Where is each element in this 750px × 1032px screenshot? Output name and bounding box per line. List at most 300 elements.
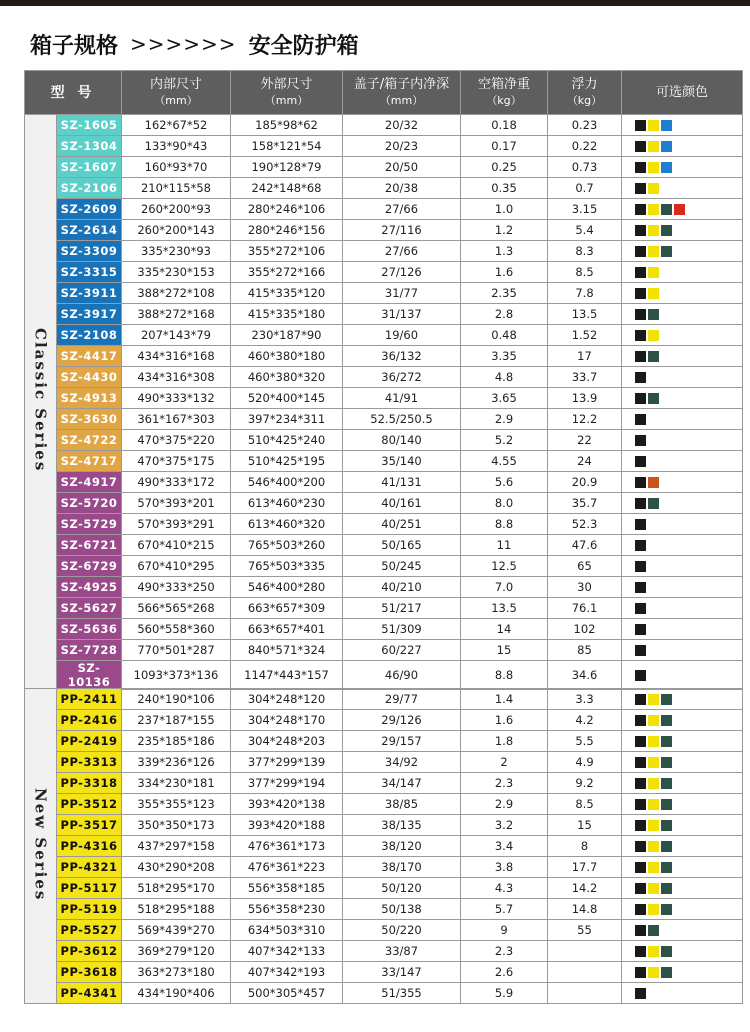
cell-weight: 8.8 <box>461 514 548 535</box>
table-row <box>25 304 743 325</box>
table-row <box>25 136 743 157</box>
color-options <box>622 878 743 899</box>
cell-inner: 388*272*168 <box>122 304 231 325</box>
cell-buoy: 52.3 <box>548 514 622 535</box>
table-row <box>25 689 743 710</box>
cell-inner: 490*333*172 <box>122 472 231 493</box>
model-code: PP-2416 <box>57 710 122 731</box>
cell-inner: 437*297*158 <box>122 836 231 857</box>
cell-inner: 160*93*70 <box>122 157 231 178</box>
color-swatch <box>635 519 646 530</box>
cell-inner: 518*295*188 <box>122 899 231 920</box>
cell-outer: 304*248*170 <box>231 710 343 731</box>
table-row <box>25 962 743 983</box>
cell-buoy: 4.2 <box>548 710 622 731</box>
cell-buoy: 0.73 <box>548 157 622 178</box>
color-options <box>622 731 743 752</box>
model-code: SZ-5729 <box>57 514 122 535</box>
cell-outer: 476*361*223 <box>231 857 343 878</box>
model-code: SZ-6721 <box>57 535 122 556</box>
color-swatch <box>635 246 646 257</box>
table-row <box>25 556 743 577</box>
color-swatch <box>648 946 659 957</box>
color-swatch <box>648 246 659 257</box>
color-swatch <box>635 393 646 404</box>
cell-inner: 260*200*143 <box>122 220 231 241</box>
color-options <box>622 941 743 962</box>
cell-buoy <box>548 941 622 962</box>
table-row <box>25 115 743 136</box>
cell-weight: 12.5 <box>461 556 548 577</box>
model-code: SZ-1304 <box>57 136 122 157</box>
cell-inner: 363*273*180 <box>122 962 231 983</box>
color-swatch <box>635 624 646 635</box>
cell-inner: 670*410*215 <box>122 535 231 556</box>
table-row <box>25 409 743 430</box>
table-row <box>25 367 743 388</box>
title-main: 箱子规格 <box>30 33 119 59</box>
color-swatch <box>635 946 646 957</box>
color-swatch <box>648 267 659 278</box>
cell-buoy: 33.7 <box>548 367 622 388</box>
cell-buoy: 1.52 <box>548 325 622 346</box>
cell-weight: 1.3 <box>461 241 548 262</box>
table-row <box>25 199 743 220</box>
cell-depth: 38/85 <box>343 794 461 815</box>
color-options <box>622 983 743 1004</box>
model-code: SZ-3309 <box>57 241 122 262</box>
cell-outer: 393*420*138 <box>231 794 343 815</box>
color-options <box>622 409 743 430</box>
cell-weight: 5.6 <box>461 472 548 493</box>
cell-outer: 304*248*203 <box>231 731 343 752</box>
cell-outer: 1147*443*157 <box>231 661 343 690</box>
cell-depth: 31/137 <box>343 304 461 325</box>
cell-depth: 38/135 <box>343 815 461 836</box>
color-options <box>622 899 743 920</box>
color-swatch <box>635 757 646 768</box>
model-code: PP-4341 <box>57 983 122 1004</box>
cell-depth: 60/227 <box>343 640 461 661</box>
table-row <box>25 514 743 535</box>
cell-depth: 27/66 <box>343 241 461 262</box>
color-swatch <box>648 904 659 915</box>
color-swatch <box>661 736 672 747</box>
cell-weight: 2.35 <box>461 283 548 304</box>
cell-depth: 20/32 <box>343 115 461 136</box>
model-code: PP-4316 <box>57 836 122 857</box>
model-code: SZ-5627 <box>57 598 122 619</box>
color-swatch <box>661 225 672 236</box>
cell-outer: 377*299*139 <box>231 752 343 773</box>
color-options <box>622 857 743 878</box>
header-colors: 可选颜色 <box>622 71 743 115</box>
cell-outer: 397*234*311 <box>231 409 343 430</box>
cell-weight: 4.3 <box>461 878 548 899</box>
model-code: PP-3318 <box>57 773 122 794</box>
color-swatch <box>661 820 672 831</box>
cell-outer: 393*420*188 <box>231 815 343 836</box>
cell-inner: 518*295*170 <box>122 878 231 899</box>
color-swatch <box>661 799 672 810</box>
cell-outer: 190*128*79 <box>231 157 343 178</box>
color-options <box>622 388 743 409</box>
color-options <box>622 640 743 661</box>
color-options <box>622 598 743 619</box>
cell-inner: 335*230*93 <box>122 241 231 262</box>
cell-weight: 5.7 <box>461 899 548 920</box>
title-separator: >>>>>> <box>130 32 237 56</box>
cell-weight: 1.4 <box>461 689 548 710</box>
cell-inner: 490*333*132 <box>122 388 231 409</box>
new-series-table <box>24 688 743 1004</box>
cell-inner: 570*393*291 <box>122 514 231 535</box>
color-options <box>622 535 743 556</box>
table-row <box>25 899 743 920</box>
model-code: PP-3517 <box>57 815 122 836</box>
cell-outer: 355*272*106 <box>231 241 343 262</box>
cell-outer: 476*361*173 <box>231 836 343 857</box>
cell-buoy: 7.8 <box>548 283 622 304</box>
cell-outer: 510*425*240 <box>231 430 343 451</box>
color-swatch <box>648 120 659 131</box>
model-code: SZ-3917 <box>57 304 122 325</box>
cell-outer: 520*400*145 <box>231 388 343 409</box>
cell-weight: 2.6 <box>461 962 548 983</box>
cell-depth: 27/66 <box>343 199 461 220</box>
color-options <box>622 836 743 857</box>
cell-weight: 2 <box>461 752 548 773</box>
cell-buoy: 34.6 <box>548 661 622 690</box>
color-swatch <box>661 246 672 257</box>
cell-weight: 2.9 <box>461 794 548 815</box>
model-code: PP-4321 <box>57 857 122 878</box>
color-options <box>622 472 743 493</box>
color-swatch <box>635 435 646 446</box>
color-swatch <box>635 498 646 509</box>
model-code: SZ-4722 <box>57 430 122 451</box>
model-code: SZ-5636 <box>57 619 122 640</box>
color-swatch <box>635 862 646 873</box>
color-options <box>622 710 743 731</box>
page-title <box>30 28 359 60</box>
cell-inner: 470*375*220 <box>122 430 231 451</box>
new-series-label-cell <box>25 689 57 1004</box>
cell-depth: 51/355 <box>343 983 461 1004</box>
color-swatch <box>648 183 659 194</box>
color-swatch <box>635 162 646 173</box>
cell-depth: 50/138 <box>343 899 461 920</box>
model-code: PP-3612 <box>57 941 122 962</box>
header-depth: 盖子/箱子内净深 （mm） <box>343 71 461 115</box>
cell-depth: 36/132 <box>343 346 461 367</box>
table-row <box>25 731 743 752</box>
color-swatch <box>635 183 646 194</box>
cell-buoy: 85 <box>548 640 622 661</box>
color-swatch <box>635 561 646 572</box>
color-swatch <box>648 841 659 852</box>
cell-outer: 556*358*230 <box>231 899 343 920</box>
color-options <box>622 199 743 220</box>
table-row <box>25 535 743 556</box>
cell-buoy: 24 <box>548 451 622 472</box>
model-code: SZ-1607 <box>57 157 122 178</box>
color-options <box>622 962 743 983</box>
cell-weight: 2.3 <box>461 941 548 962</box>
cell-outer: 510*425*195 <box>231 451 343 472</box>
color-swatch <box>635 904 646 915</box>
cell-inner: 235*185*186 <box>122 731 231 752</box>
cell-weight: 1.8 <box>461 731 548 752</box>
color-swatch <box>635 456 646 467</box>
color-swatch <box>635 351 646 362</box>
color-options <box>622 773 743 794</box>
color-options <box>622 367 743 388</box>
color-swatch <box>661 694 672 705</box>
color-swatch <box>635 309 646 320</box>
cell-buoy: 0.22 <box>548 136 622 157</box>
cell-outer: 546*400*200 <box>231 472 343 493</box>
color-swatch <box>648 351 659 362</box>
color-swatch <box>635 736 646 747</box>
cell-buoy: 76.1 <box>548 598 622 619</box>
table-row <box>25 752 743 773</box>
table-row <box>25 640 743 661</box>
color-swatch <box>635 883 646 894</box>
color-options <box>622 241 743 262</box>
cell-inner: 355*355*123 <box>122 794 231 815</box>
cell-inner: 569*439*270 <box>122 920 231 941</box>
cell-inner: 335*230*153 <box>122 262 231 283</box>
table-row <box>25 836 743 857</box>
table-row <box>25 598 743 619</box>
cell-buoy: 8.3 <box>548 241 622 262</box>
cell-weight: 13.5 <box>461 598 548 619</box>
color-swatch <box>661 883 672 894</box>
model-code: SZ-1605 <box>57 115 122 136</box>
header-buoyancy: 浮力 （kg） <box>548 71 622 115</box>
cell-buoy: 3.15 <box>548 199 622 220</box>
color-swatch <box>648 225 659 236</box>
cell-outer: 663*657*401 <box>231 619 343 640</box>
color-swatch <box>648 393 659 404</box>
color-options <box>622 430 743 451</box>
color-swatch <box>635 778 646 789</box>
table-row <box>25 241 743 262</box>
cell-weight: 1.6 <box>461 262 548 283</box>
cell-outer: 840*571*324 <box>231 640 343 661</box>
model-code: PP-5117 <box>57 878 122 899</box>
color-swatch <box>635 799 646 810</box>
model-code: SZ-6729 <box>57 556 122 577</box>
model-code: SZ-3315 <box>57 262 122 283</box>
color-swatch <box>635 582 646 593</box>
cell-inner: 430*290*208 <box>122 857 231 878</box>
cell-depth: 51/217 <box>343 598 461 619</box>
cell-outer: 355*272*166 <box>231 262 343 283</box>
cell-weight: 3.65 <box>461 388 548 409</box>
cell-weight: 3.2 <box>461 815 548 836</box>
color-options <box>622 794 743 815</box>
cell-inner: 240*190*106 <box>122 689 231 710</box>
table-row <box>25 220 743 241</box>
color-swatch <box>635 841 646 852</box>
cell-inner: 434*190*406 <box>122 983 231 1004</box>
cell-outer: 230*187*90 <box>231 325 343 346</box>
table-row <box>25 857 743 878</box>
cell-buoy: 5.4 <box>548 220 622 241</box>
color-swatch <box>661 204 672 215</box>
cell-buoy: 0.23 <box>548 115 622 136</box>
cell-outer: 377*299*194 <box>231 773 343 794</box>
color-options <box>622 577 743 598</box>
color-swatch <box>635 330 646 341</box>
cell-depth: 29/77 <box>343 689 461 710</box>
table-row <box>25 262 743 283</box>
model-code: SZ-4925 <box>57 577 122 598</box>
cell-buoy: 30 <box>548 577 622 598</box>
color-options <box>622 304 743 325</box>
color-swatch <box>635 414 646 425</box>
model-code: SZ-4913 <box>57 388 122 409</box>
cell-buoy: 17 <box>548 346 622 367</box>
cell-weight: 1.0 <box>461 199 548 220</box>
classic-series-table <box>24 70 743 690</box>
color-options <box>622 752 743 773</box>
cell-depth: 27/116 <box>343 220 461 241</box>
cell-buoy: 65 <box>548 556 622 577</box>
color-swatch <box>648 778 659 789</box>
color-swatch <box>648 477 659 488</box>
model-code: SZ-5720 <box>57 493 122 514</box>
classic-series-label-cell <box>25 115 57 690</box>
model-code: SZ-2108 <box>57 325 122 346</box>
cell-weight: 1.6 <box>461 710 548 731</box>
cell-inner: 570*393*201 <box>122 493 231 514</box>
table-row <box>25 493 743 514</box>
cell-outer: 613*460*320 <box>231 514 343 535</box>
model-code: SZ-2106 <box>57 178 122 199</box>
cell-buoy: 47.6 <box>548 535 622 556</box>
cell-buoy: 12.2 <box>548 409 622 430</box>
cell-buoy: 0.7 <box>548 178 622 199</box>
color-options <box>622 451 743 472</box>
cell-depth: 38/170 <box>343 857 461 878</box>
color-swatch <box>635 267 646 278</box>
color-swatch <box>648 162 659 173</box>
table-row <box>25 283 743 304</box>
cell-inner: 388*272*108 <box>122 283 231 304</box>
model-code: SZ-4417 <box>57 346 122 367</box>
color-options <box>622 619 743 640</box>
color-swatch <box>661 904 672 915</box>
table-row <box>25 346 743 367</box>
cell-weight: 0.48 <box>461 325 548 346</box>
cell-outer: 500*305*457 <box>231 983 343 1004</box>
cell-depth: 27/126 <box>343 262 461 283</box>
cell-depth: 50/165 <box>343 535 461 556</box>
table-header <box>25 71 743 115</box>
cell-outer: 415*335*180 <box>231 304 343 325</box>
color-options <box>622 220 743 241</box>
color-options <box>622 346 743 367</box>
color-swatch <box>648 288 659 299</box>
cell-buoy: 8.5 <box>548 794 622 815</box>
cell-inner: 560*558*360 <box>122 619 231 640</box>
color-swatch <box>635 477 646 488</box>
color-swatch <box>648 204 659 215</box>
color-options <box>622 283 743 304</box>
cell-inner: 334*230*181 <box>122 773 231 794</box>
cell-outer: 663*657*309 <box>231 598 343 619</box>
cell-buoy: 102 <box>548 619 622 640</box>
table-row <box>25 430 743 451</box>
cell-depth: 20/23 <box>343 136 461 157</box>
model-code: PP-3313 <box>57 752 122 773</box>
model-code: SZ-10136 <box>57 661 122 690</box>
cell-weight: 8.8 <box>461 661 548 690</box>
color-swatch <box>648 694 659 705</box>
color-options <box>622 157 743 178</box>
header-inner: 内部尺寸 （mm） <box>122 71 231 115</box>
cell-outer: 556*358*185 <box>231 878 343 899</box>
cell-depth: 50/120 <box>343 878 461 899</box>
cell-buoy: 15 <box>548 815 622 836</box>
cell-inner: 470*375*175 <box>122 451 231 472</box>
color-options <box>622 514 743 535</box>
table-row <box>25 472 743 493</box>
cell-weight: 9 <box>461 920 548 941</box>
model-code: PP-2411 <box>57 689 122 710</box>
color-options <box>622 661 743 690</box>
model-code: PP-3618 <box>57 962 122 983</box>
model-code: SZ-3911 <box>57 283 122 304</box>
cell-inner: 162*67*52 <box>122 115 231 136</box>
color-swatch <box>661 757 672 768</box>
title-sub: 安全防护箱 <box>248 33 359 59</box>
cell-weight: 2.8 <box>461 304 548 325</box>
cell-outer: 242*148*68 <box>231 178 343 199</box>
cell-buoy: 13.9 <box>548 388 622 409</box>
cell-weight: 8.0 <box>461 493 548 514</box>
cell-buoy: 4.9 <box>548 752 622 773</box>
cell-outer: 765*503*335 <box>231 556 343 577</box>
cell-depth: 20/50 <box>343 157 461 178</box>
cell-buoy: 22 <box>548 430 622 451</box>
cell-buoy: 20.9 <box>548 472 622 493</box>
model-code: PP-2419 <box>57 731 122 752</box>
cell-inner: 350*350*173 <box>122 815 231 836</box>
color-swatch <box>648 330 659 341</box>
model-code: SZ-2609 <box>57 199 122 220</box>
cell-inner: 566*565*268 <box>122 598 231 619</box>
color-swatch <box>648 141 659 152</box>
header-weight: 空箱净重 （kg） <box>461 71 548 115</box>
cell-inner: 770*501*287 <box>122 640 231 661</box>
cell-outer: 407*342*193 <box>231 962 343 983</box>
color-swatch <box>661 162 672 173</box>
cell-depth: 41/91 <box>343 388 461 409</box>
cell-depth: 29/126 <box>343 710 461 731</box>
color-swatch <box>674 204 685 215</box>
model-code: SZ-3630 <box>57 409 122 430</box>
color-options <box>622 920 743 941</box>
cell-inner: 260*200*93 <box>122 199 231 220</box>
color-options <box>622 325 743 346</box>
cell-buoy: 3.3 <box>548 689 622 710</box>
table-row <box>25 815 743 836</box>
color-swatch <box>661 967 672 978</box>
